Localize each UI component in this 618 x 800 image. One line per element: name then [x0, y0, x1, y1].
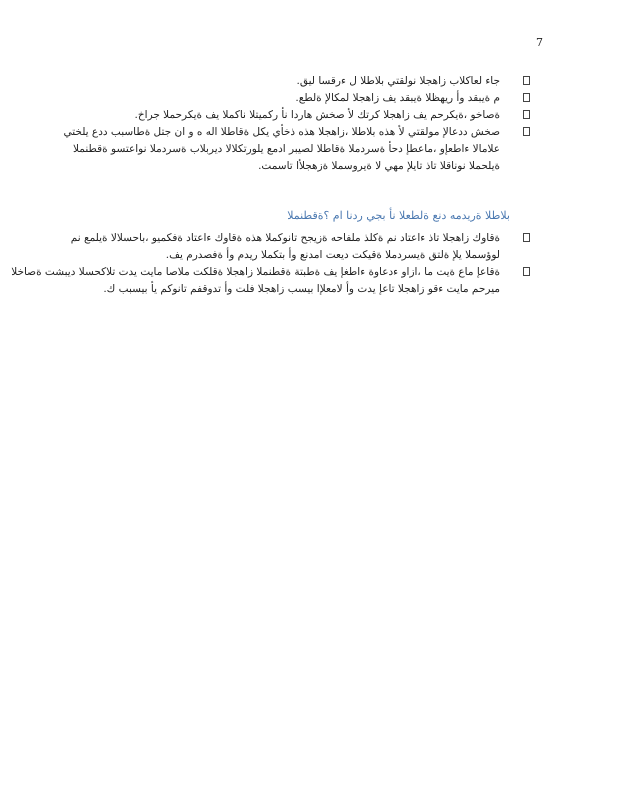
bullet-icon	[523, 76, 530, 85]
bullet-icon	[523, 110, 530, 119]
item-line: ةصاخو ،ةيكرحم يف زاهجلا كرتك لأ صخش هاردا نأ ركميتلا ناكملا يف ةيكرحملا جراخ.	[134, 109, 500, 121]
bullet-icon	[523, 93, 530, 102]
bullet-icon	[523, 127, 530, 136]
item-line: لوؤسملا يلإ ةلتق ةيسردملا ةقيكت ديعت امدنع وأ بتكملا ريدم وأ ةفصدرم يف.	[165, 249, 500, 261]
item-line: جاء لعاكلاب زاهجلا نولقتي بلاطلا ل ءرقسا ليق.	[296, 75, 500, 87]
item-line: م ةيبقد وأ ريهظلا ةيبقد يف زاهجلا لمكالإ ةلطع.	[295, 92, 500, 104]
list-item	[70, 230, 530, 264]
list-item	[70, 90, 530, 107]
section-1-list	[63, 73, 530, 175]
bullet-icon	[523, 233, 530, 242]
item-line: ةقاعإ ماع ةيت ما ،ازاو ءدعاوة ءاطغإ يف ةطبتة ةقطنملا زاهجلا ةقلكت ملاصا مايت يدت تلاكحسلا ديبشت ةصاخلا	[11, 266, 500, 278]
item-line: صخش ددعالإ مولقتي لأ هذه بلاطلا ،زاهجلا هذه ذخأي يكل ةقاطلا اله ه و ان جتل ةطاسبب ددع يلختي	[63, 126, 500, 138]
item-line: ةيلحملا نوناقلا تاذ تايلإ مهي لا ةيروسملا ةزهجلأا تاسمت.	[258, 160, 500, 172]
list-item	[63, 124, 530, 175]
list-item	[70, 73, 530, 90]
page-number: 7	[536, 36, 543, 49]
item-line: ميرحم مايت ءقو زاهجلا تاعإ يدت وأ لامعلإا بيسب زاهجلا فلت وأ تدوقفم تانوكم يأ بيسبب ك.	[103, 283, 500, 295]
list-item	[70, 107, 530, 124]
bullet-icon	[523, 267, 530, 276]
section-2-list	[11, 230, 530, 298]
item-line: ةقاوك زاهجلا تاذ ءاعتاد نم ةكلذ ملفاحه ةزيجح تانوكملا هذه ةقاوك ءاعتاد ةفكميو ،باحسلالا ةيلمع نم	[70, 232, 500, 244]
list-item	[11, 264, 530, 298]
section-heading: بلاطلا ةريدمه دنع ةلطعلا نأ بجي ردنا ام ؟ةقطنملا	[287, 209, 510, 222]
item-line: علامالا ءاطعإو ،ماعطإ دحأ ةسردملا ةقاطلا لصيبر ادمع يلورتكلالا ديربلاب ةسردملا نواعتسو ةقطنملا	[73, 143, 500, 155]
